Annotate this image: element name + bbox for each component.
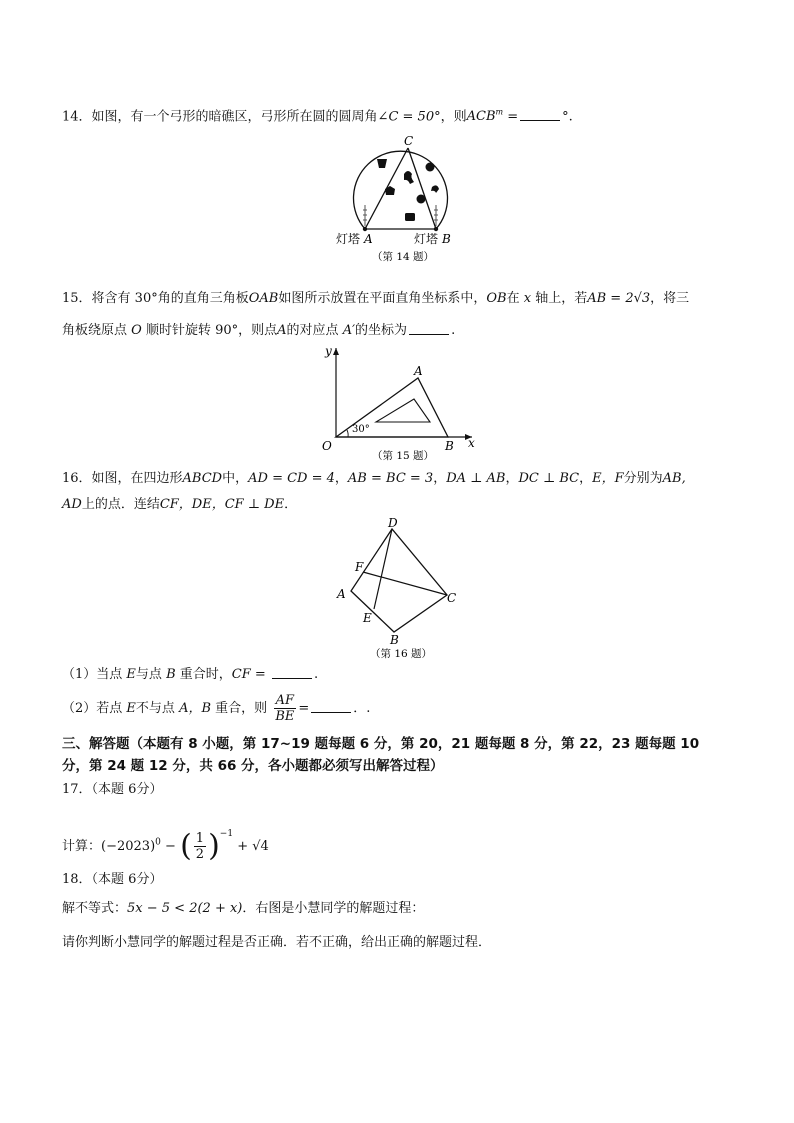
reef-rock-icon: [377, 159, 387, 168]
reef-rock-icon: [426, 163, 435, 172]
label-e: E: [363, 611, 372, 625]
reef-rock-icon: [431, 185, 439, 193]
figure-caption: （第 16 题）: [370, 648, 433, 660]
q16-figure: [330, 515, 470, 661]
label-a: A: [364, 232, 373, 246]
q17-head: 17．（本题 6分）: [62, 782, 163, 797]
q14-figure: [332, 134, 462, 264]
label-o: O: [322, 439, 332, 453]
q16-sub1: （1）当点 E与点 B 重合时，CF = .: [62, 667, 319, 682]
q16-line2: AD上的点．连结CF，DE，CF ⊥ DE．: [62, 497, 298, 512]
label-b: B: [390, 633, 399, 647]
right-paren: ): [208, 828, 220, 864]
point-b: [434, 227, 438, 231]
label-a: A: [414, 364, 423, 378]
q18-line2: 请你判断小慧同学的解题过程是否正确．若不正确，给出正确的解题过程．: [62, 935, 492, 950]
fraction-one-half: $\frac{1}{2}$: [195, 831, 205, 862]
label-b: B: [442, 232, 451, 246]
label-lighthouse-a: 灯塔: [336, 232, 361, 246]
q16-1-answer-blank[interactable]: [272, 666, 312, 679]
q15-line2: 角板绕原点 O 顺时针旋转 90°，则点A的对应点 A′的坐标为 .: [62, 323, 456, 338]
left-paren: (: [180, 828, 192, 864]
q18-line1: 解不等式：5x − 5 < 2(2 + x)．右图是小慧同学的解题过程：: [62, 901, 425, 916]
reef-rock-icon: [404, 171, 414, 184]
segment-cf: [363, 572, 447, 595]
reef-rock-icon: [405, 213, 415, 221]
label-angle: 30°: [352, 424, 370, 435]
section-3-heading-line2: 分，第 24 题 12 分，共 66 分，各小题都必须写出解答过程）: [62, 758, 444, 774]
label-x: x: [468, 436, 475, 450]
y-axis-arrow: [333, 348, 339, 355]
label-f: F: [355, 560, 364, 574]
label-a: A: [337, 587, 346, 601]
segment-de: [374, 529, 392, 609]
lighthouse-icon: [434, 205, 438, 226]
angle-mark: [347, 430, 348, 437]
q15-line1: 15．将含有 30°角的直角三角板OAB如图所示放置在平面直角坐标系中，OB在 x 轴上，若AB = 2√3，将三: [62, 291, 690, 306]
label-d: D: [388, 516, 398, 530]
q14-answer-blank[interactable]: [520, 108, 560, 121]
lighthouse-icon: [363, 205, 367, 226]
section-3-heading-line1: 三、解答题（本题有 8 小题，第 17~19 题每题 6 分，第 20，21 题每题 8 分，第 22，23 题每题 10: [62, 736, 700, 752]
reef-rock-icon: [417, 195, 426, 204]
label-lighthouse-b: 灯塔: [414, 232, 439, 246]
q16-sub2: （2）若点 E不与点 A，B 重合，则 $\frac{AF}{BE}$ = ．.: [62, 693, 371, 724]
q16-line1: 16．如图，在四边形ABCD中，AD = CD = 4，AB = BC = 3，DA ⊥ AB，DC ⊥ BC，E，F分别为AB,: [62, 471, 686, 486]
label-b: B: [445, 439, 454, 453]
fraction-af-be: $\frac{AF}{BE}$: [275, 693, 295, 724]
arc-acb: ACB$^m$: [466, 108, 504, 125]
label-c: C: [404, 134, 414, 148]
q15-answer-blank[interactable]: [409, 322, 449, 335]
q15-figure: [312, 342, 482, 464]
label-c: C: [447, 591, 457, 605]
q14-line: 14．如图，有一个弓形的暗礁区，弓形所在圆的圆周角∠C = 50°，则ACB$^m$ = °.: [62, 108, 573, 125]
q18-head: 18．（本题 6分）: [62, 872, 163, 887]
q17-expression: 计算：$(-2023)^0$ − ( $\frac{1}{2}$ )$^{-1}$ + √4: [62, 828, 269, 864]
point-a: [363, 227, 367, 231]
figure-caption: （第 15 题）: [372, 450, 435, 462]
label-y: y: [325, 344, 332, 358]
q16-2-answer-blank[interactable]: [311, 700, 351, 713]
figure-caption: （第 14 题）: [372, 251, 435, 263]
